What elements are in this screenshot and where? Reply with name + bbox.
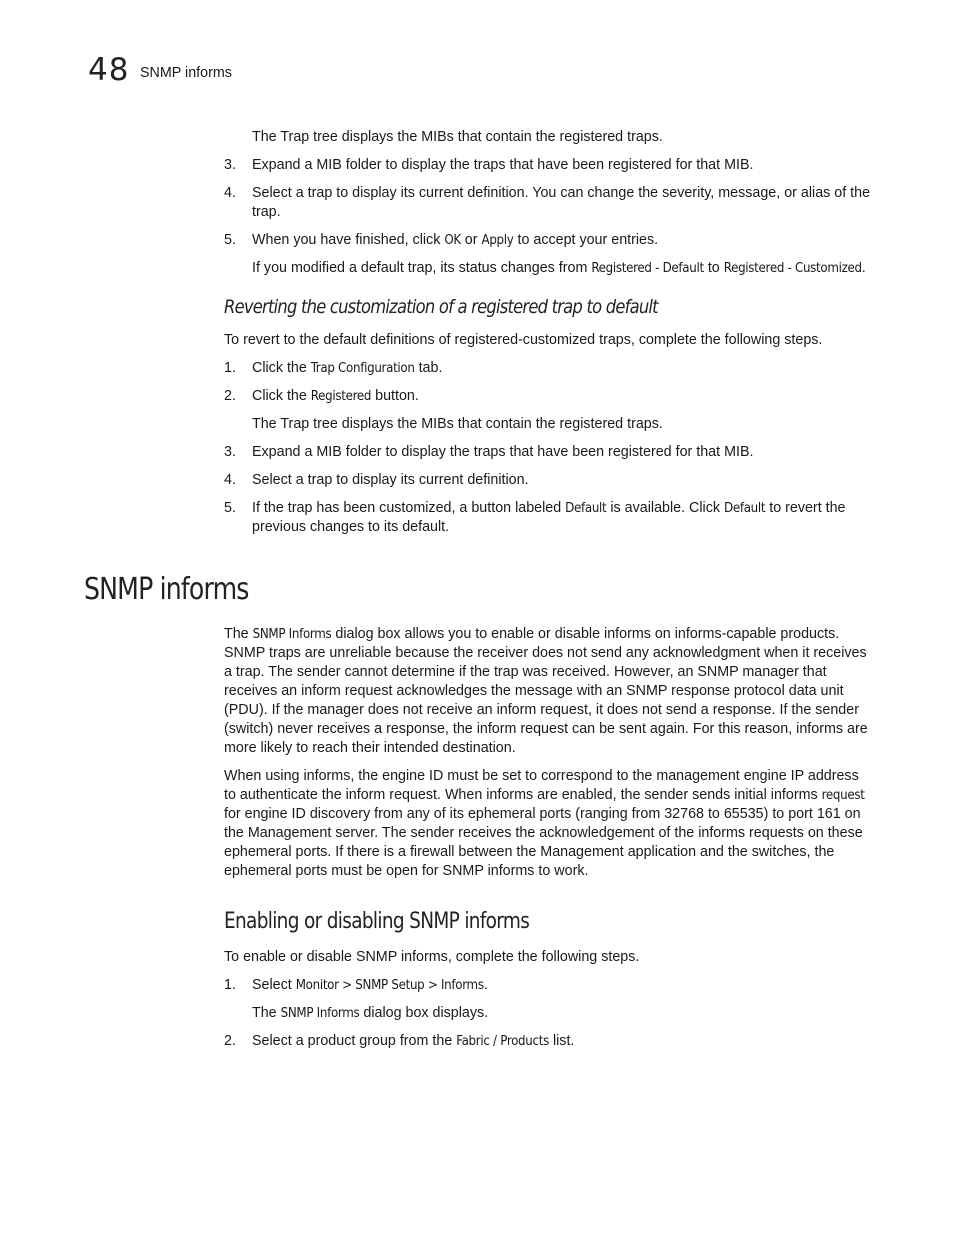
- list-item: 5. If the trap has been customized, a button labeled Default is available. Click Default to revert the previous changes to its default.: [224, 500, 846, 535]
- list-item: 2. Select a product group from the Fabric / Products list.: [224, 1033, 575, 1049]
- chapter-number: 48: [88, 52, 130, 88]
- paragraph: When using informs, the engine ID must be set to correspond to the management engine IP address to authenticate the inform request. When informs are enabled, the sender sends initial informs request for engine ID discovery from any of its ephemeral ports (ranging from 32768 to 65535) to port 161 on the Management server. The sender receives the acknowledgement of the informs requests on these ephemeral ports. If there is a firewall between the Management application and the switches, the ephemeral ports must be open for SNMP informs to work.: [224, 768, 865, 879]
- trap-tree-note: The Trap tree displays the MIBs that contain the registered traps.: [252, 129, 663, 145]
- step-text: Select a trap to display its current definition. You can change the severity, message, or alias of the trap.: [252, 185, 871, 220]
- ui-term-ok: OK: [444, 233, 461, 248]
- list-item: 2. Click the Registered button.: [224, 388, 419, 404]
- paragraph: The SNMP Informs dialog box allows you to enable or disable informs on informs-capable products. SNMP traps are unreliable because the receiver does not send any acknowledgment when it receives a trap. The sender cannot determine if the trap was received. However, an SNMP manager that receives an inform request acknowledges the message with an SNMP response protocol data unit (PDU). If the manager does not receive an inform request, it does not send a response. If the sender (switch) never receives a response, the inform request can be sent again. For this reason, informs are more likely to reach their intended destination.: [224, 626, 868, 756]
- step-text: Expand a MIB folder to display the traps that have been registered for that MIB.: [252, 157, 754, 173]
- trap-tree-note: The Trap tree displays the MIBs that contain the registered traps.: [252, 416, 663, 432]
- ui-term-request: request: [821, 788, 865, 803]
- ui-term-trap-configuration: Trap Configuration: [310, 361, 415, 376]
- page-content: [84, 128, 874, 1060]
- status-note: If you modified a default trap, its status changes from Registered - Default to Registered - Customized.: [252, 260, 866, 276]
- ui-term-fabric-products: Fabric / Products: [456, 1034, 549, 1049]
- section-heading-reverting: Reverting the customization of a registered trap to default: [224, 296, 658, 318]
- ui-term-apply: Apply: [481, 233, 514, 248]
- section-heading-enabling: Enabling or disabling SNMP informs: [224, 909, 530, 934]
- section-heading-snmp-informs: SNMP informs: [84, 572, 249, 607]
- running-title: SNMP informs: [140, 65, 232, 81]
- ui-term-default: Default: [565, 501, 607, 516]
- ui-term-snmp-informs: SNMP Informs: [280, 1006, 360, 1021]
- ui-term-registered: Registered: [310, 389, 372, 404]
- ui-term-default: Default: [724, 501, 766, 516]
- list-item: 3. Expand a MIB folder to display the traps that have been registered for that MIB.: [224, 157, 754, 173]
- list-item: 1. Click the Trap Configuration tab.: [224, 360, 443, 376]
- list-item: 4. Select a trap to display its current definition.: [224, 472, 529, 488]
- ui-term-snmp-informs: SNMP Informs: [252, 627, 332, 642]
- paragraph: To revert to the default definitions of registered-customized traps, complete the following steps.: [224, 332, 823, 348]
- list-item: 3. Expand a MIB folder to display the traps that have been registered for that MIB.: [224, 444, 754, 460]
- ui-term-registered-default: Registered - Default: [591, 261, 704, 276]
- list-item: 5. When you have finished, click OK or Apply to accept your entries.: [224, 232, 659, 248]
- ui-term-menu-path: Monitor > SNMP Setup > Informs: [295, 978, 484, 993]
- paragraph: To enable or disable SNMP informs, complete the following steps.: [224, 949, 640, 965]
- list-item: 4. Select a trap to display its current definition. You can change the severity, message, or alias of the trap.: [224, 185, 871, 220]
- ui-term-registered-customized: Registered - Customized: [723, 261, 862, 276]
- dialog-note: The SNMP Informs dialog box displays.: [252, 1005, 489, 1021]
- list-item: 1. Select Monitor > SNMP Setup > Informs.: [224, 977, 488, 993]
